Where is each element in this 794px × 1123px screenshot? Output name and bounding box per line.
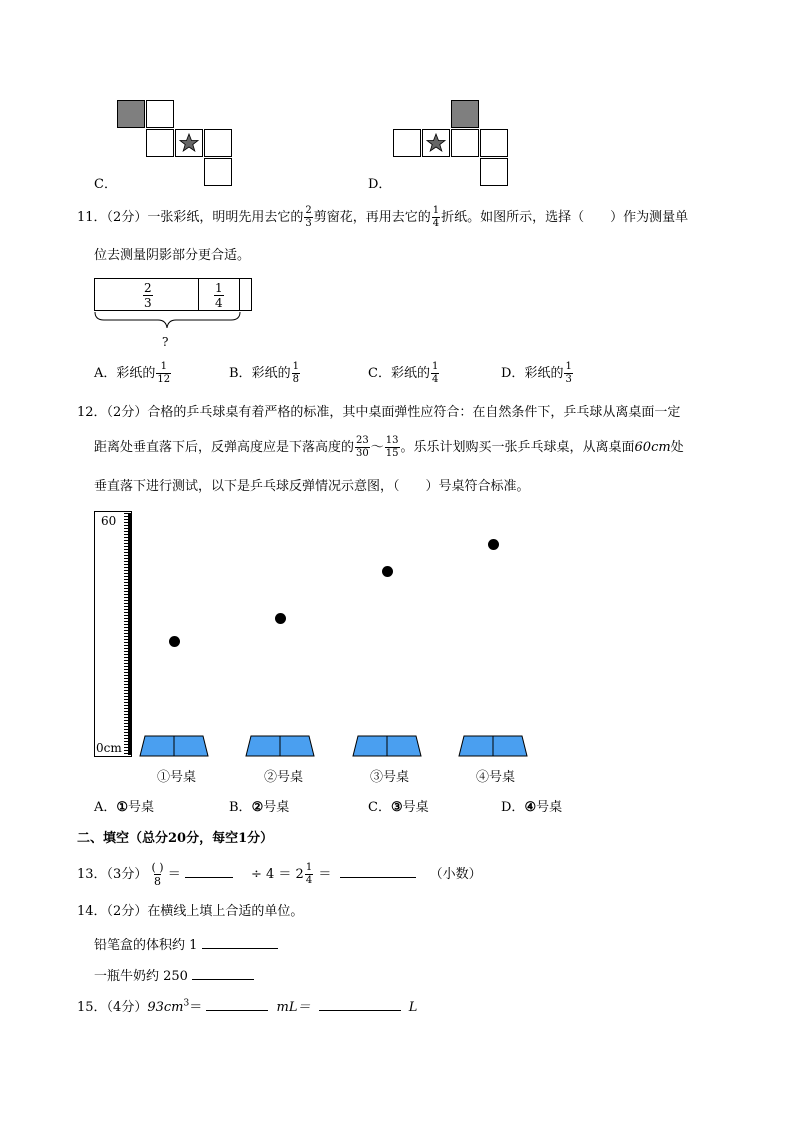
q10-option-d[interactable]: D． xyxy=(368,177,392,192)
bounce-ball-4 xyxy=(488,539,499,550)
q11-fraction-two-thirds: $\frac{2}{3}$ xyxy=(305,205,312,229)
q13-fraction: ( ) 8 xyxy=(151,861,164,888)
q10-figure-c xyxy=(117,100,235,188)
q12-line1: 12．（2分）合格的乒乓球桌有着严格的标准，其中桌面弹性应符合：在自然条件下，乒乓球从离桌面一定 xyxy=(77,405,681,420)
q12-line2: 距离处垂直落下后，反弹高度应是下落高度的 $\frac{23}{30}$ ～ $\frac{13}{15}$ 。乐乐计划购买一张乒乓球桌，从离桌面60cm处 xyxy=(94,435,684,459)
q12-bounce-diagram xyxy=(94,511,544,801)
q11-option-c[interactable]: C．彩纸的 $\frac{1}{4}$ xyxy=(368,361,439,385)
q11-question-mark: ? xyxy=(162,335,169,349)
bounce-ball-2 xyxy=(275,613,286,624)
desk-3-label: ③号桌 xyxy=(370,770,410,785)
q12-option-c[interactable]: C．③号桌 xyxy=(368,800,429,815)
ruler-bottom-label: 0cm xyxy=(96,741,122,755)
q11-option-a[interactable]: A．彩纸的 $\frac{1}{12}$ xyxy=(94,361,171,385)
q11-number: 11． xyxy=(77,210,107,225)
bar-fraction-two-thirds: $\frac{2}{3}$ xyxy=(144,281,152,310)
q11-line1 xyxy=(77,206,688,229)
desk-4 xyxy=(458,735,528,757)
desk-3 xyxy=(352,735,422,757)
q12-option-d[interactable]: D．④号桌 xyxy=(501,800,563,815)
q11-text-b: 剪窗花，再用去它的 xyxy=(313,210,431,225)
q11-bar-diagram xyxy=(94,278,254,348)
desk-4-label: ④号桌 xyxy=(476,770,516,785)
q13-line: 13．（3分） ( ) 8 ＝ ÷ 4 ＝ 2 $\frac{1}{4}$ ＝ （小数） xyxy=(77,861,482,888)
ruler-top-label: 60 xyxy=(101,514,117,528)
q13-mixed-fraction: $\frac{1}{4}$ xyxy=(305,862,313,887)
q13-blank-2[interactable] xyxy=(340,865,416,878)
star-icon xyxy=(423,130,449,156)
q14-line1: 14．（2分）在横线上填上合适的单位。 xyxy=(77,904,304,919)
bounce-ball-1 xyxy=(169,636,180,647)
q14-item-1: 铅笔盒的体积约 1 xyxy=(94,936,278,952)
q11-option-d[interactable]: D．彩纸的 $\frac{1}{3}$ xyxy=(501,361,572,385)
star-icon xyxy=(176,130,202,156)
q12-fraction-23-30: $\frac{23}{30}$ xyxy=(356,435,369,459)
q14-item-2: 一瓶牛奶约 250 xyxy=(94,967,254,983)
bounce-ball-3 xyxy=(382,566,393,577)
q12-option-b[interactable]: B．②号桌 xyxy=(229,800,290,815)
desk-1 xyxy=(139,735,209,757)
q13-blank-1[interactable] xyxy=(185,865,233,878)
q11-option-b[interactable]: B．彩纸的 $\frac{1}{8}$ xyxy=(229,361,299,385)
q11-line2: 位去测量阴影部分更合适。 xyxy=(94,248,251,263)
q11-text-c: 折纸。如图所示，选择（ ）作为测量单 xyxy=(441,210,689,225)
q15-line: 15．（4分）$93cm^3= mL= L$ xyxy=(77,998,418,1015)
desk-2-label: ②号桌 xyxy=(264,770,304,785)
q15-blank-2[interactable] xyxy=(319,998,401,1011)
q12-line3: 垂直落下进行测试，以下是乒乓球反弹情况示意图，（ ）号桌符合标准。 xyxy=(94,479,530,494)
q14-blank-2[interactable] xyxy=(192,967,254,980)
q10-figure-d xyxy=(393,100,511,188)
q10-option-c[interactable]: C． xyxy=(94,177,117,192)
section-2-title: 二、填空（总分20分，每空1分） xyxy=(77,831,274,846)
q12-fraction-13-15: $\frac{13}{15}$ xyxy=(385,435,399,459)
q11-text-a: 一张彩纸，明明先用去它的 xyxy=(147,210,304,225)
q14-blank-1[interactable] xyxy=(202,936,278,949)
curly-brace xyxy=(94,311,242,335)
q12-option-a[interactable]: A．①号桌 xyxy=(94,800,155,815)
desk-2 xyxy=(245,735,315,757)
bar-fraction-one-quarter: $\frac{1}{4}$ xyxy=(215,281,223,310)
q15-blank-1[interactable] xyxy=(206,998,268,1011)
q11-points: （2分） xyxy=(106,210,148,225)
q11-fraction-one-quarter: $\frac{1}{4}$ xyxy=(432,205,440,229)
desk-1-label: ①号桌 xyxy=(157,770,197,785)
